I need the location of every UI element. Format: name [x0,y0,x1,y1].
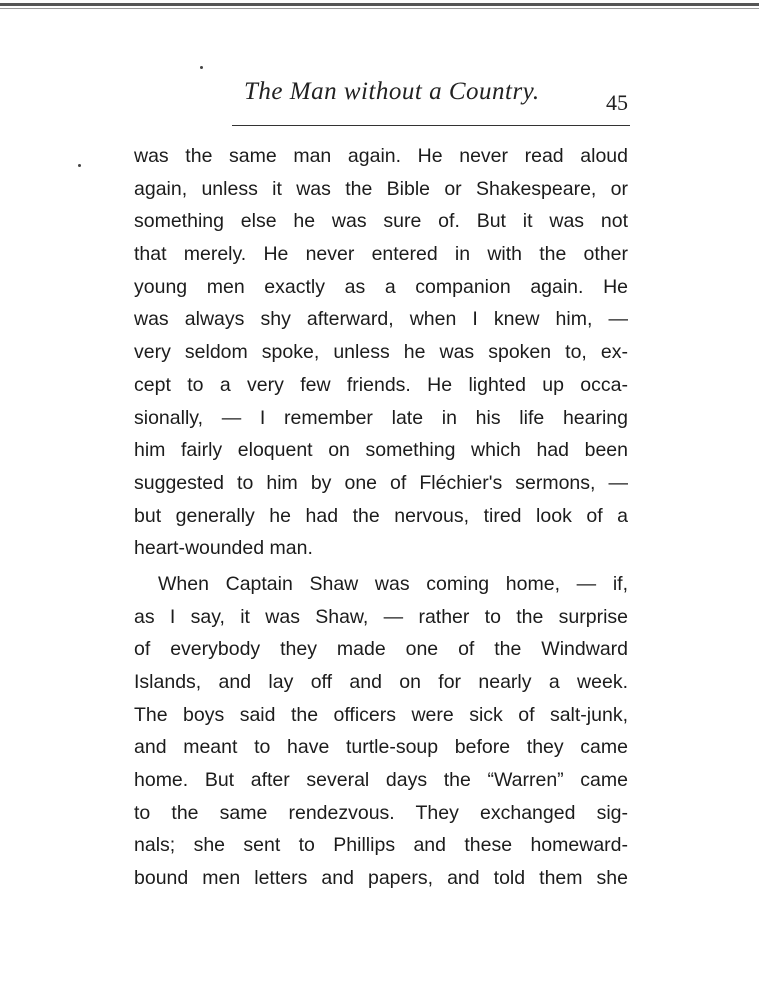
text-line: home. But after several days the “Warren” came [134,769,628,792]
text-line: nals; she sent to Phillips and these homeward- [134,834,628,857]
text-line: The boys said the officers were sick of salt-junk, [134,703,628,726]
running-title: The Man without a Country. [244,78,540,105]
text-line: him fairly eloquent on something which had been [134,439,628,462]
top-border-rule-thin [0,8,759,9]
print-speck [78,164,81,167]
text-line: but generally he had the nervous, tired look of a [134,504,628,527]
text-line: was the same man again. He never read aloud [134,145,628,167]
text-line: cept to a very few friends. He lighted up occa- [134,373,628,396]
text-line: was always shy afterward, when I knew him, — [134,308,628,331]
text-line: young men exactly as a companion again. He [134,275,628,298]
page-header [0,72,759,115]
text-line: Islands, and lay off and on for nearly a week. [134,671,628,693]
text-line: of everybody they made one of the Windward [134,638,628,661]
header-rule [232,125,630,126]
text-line: as I say, it was Shaw, — rather to the surprise [134,605,628,628]
text-line: to the same rendezvous. They exchanged sig- [134,801,628,824]
text-line: heart-wounded man. [134,537,313,560]
paragraph [134,140,628,565]
text-line: bound men letters and papers, and told them she [134,867,628,890]
text-line: suggested to him by one of Fléchier's sermons, — [134,471,628,494]
text-line: something else he was sure of. But it was not [134,210,628,233]
text-line: very seldom spoke, unless he was spoken to, ex- [134,341,628,364]
text-line: again, unless it was the Bible or Shakespeare, or [134,177,628,200]
page-number: 45 [606,90,628,115]
paragraph [134,568,628,895]
body-text [134,140,628,895]
top-border-rule [0,3,759,6]
text-line: and meant to have turtle-soup before they came [134,736,628,759]
print-speck [200,66,203,69]
text-line: When Captain Shaw was coming home, — if, [158,572,628,595]
text-line: that merely. He never entered in with the other [134,243,628,266]
text-line: sionally, — I remember late in his life hearing [134,406,628,429]
